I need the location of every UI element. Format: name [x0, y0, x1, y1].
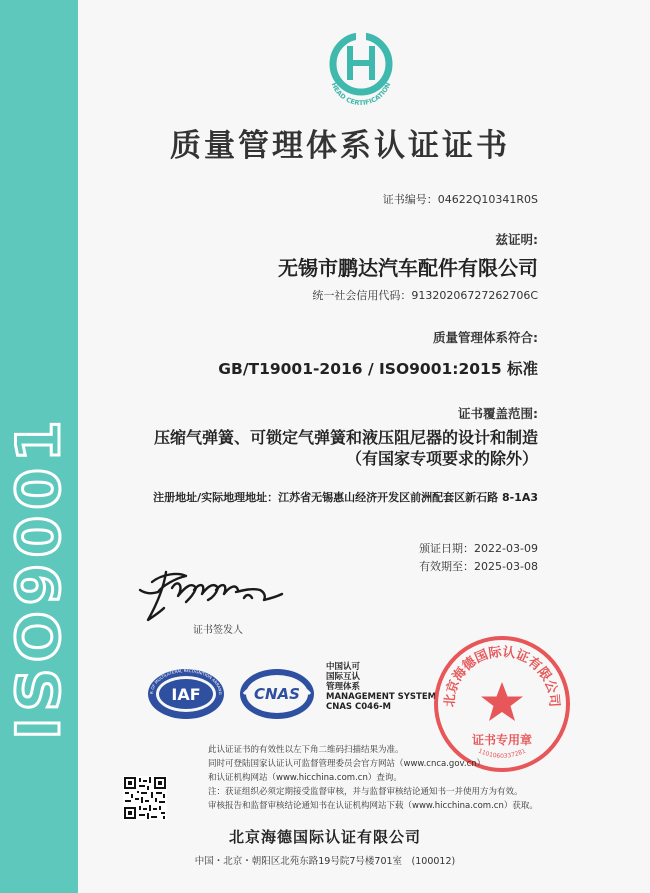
iaf-ring-text: R OF MULTILATERAL RECOGNITION ARRANG [148, 667, 224, 695]
certificate-title: 质量管理体系认证证书 [170, 128, 510, 164]
note-line-4: 注：获证组织必须定期接受监督审核，并与监督审核结论通知书一并使用方为有效。 [208, 787, 523, 797]
cnas-logo-icon [238, 667, 316, 721]
accreditation-line-4: MANAGEMENT SYSTEM [326, 692, 437, 702]
valid-until: 有效期至：2025-03-08 [419, 560, 538, 573]
company-name: 无锡市鹏达汽车配件有限公司 [278, 256, 538, 280]
cnas-text: CNAS [254, 685, 300, 703]
sidebar-iso-text: ISO9001 [4, 414, 74, 740]
signature-image [128, 564, 288, 626]
seal-center-text: 证书专用章 [471, 733, 533, 747]
scope-line-1: 压缩气弹簧、可锁定气弹簧和液压阻尼器的设计和制造 [153, 428, 538, 447]
accreditation-line-1: 中国认可 [326, 662, 361, 672]
hc-logo-icon [318, 26, 404, 116]
signer-label: 证书签发人 [193, 625, 243, 636]
seal-serial: 1101060337281 [477, 747, 527, 760]
certificate-number: 证书编号：04622Q10341R0S [382, 193, 538, 206]
footer-address: 中国・北京・朝阳区北苑东路19号院7号楼701室 (100012) [194, 856, 456, 867]
accreditation-text [326, 662, 436, 712]
logo-arc-text: HEAD CERTIFICATION [329, 81, 393, 107]
note-line-3: 和认证机构网站（www.hicchina.com.cn）查询。 [208, 773, 402, 783]
note-line-2: 同时可登陆国家认证认可监督管理委员会官方网站（www.cnca.gov.cn） [208, 759, 486, 769]
accreditation-line-2: 国际互认 [326, 672, 361, 682]
conforms-label: 质量管理体系符合: [433, 330, 538, 345]
issue-date: 颁证日期：2022-03-09 [419, 542, 538, 555]
seal-arc-text: 北京海德国际认证有限公司 [442, 644, 562, 708]
sidebar-band [0, 0, 78, 893]
standard-text: GB/T19001-2016 / ISO9001:2015 标准 [218, 360, 538, 378]
hereby-label: 兹证明: [495, 232, 538, 247]
accreditation-line-3: 管理体系 [326, 682, 361, 692]
notes-block [208, 743, 538, 813]
iaf-text: IAF [171, 685, 201, 704]
note-line-5: 审核报告和监督审核结论通知书在认证机构网站下载（www.hicchina.com.cn）获取。 [208, 801, 538, 811]
note-line-1: 此认证证书的有效性以左下角二维码扫描结果为准。 [208, 745, 404, 755]
footer-company: 北京海德国际认证有限公司 [228, 828, 421, 846]
scope-label: 证书覆盖范围: [458, 406, 538, 421]
registered-address: 注册地址/实际地理地址：江苏省无锡惠山经济开发区前洲配套区新石路 8-1A3 [153, 491, 538, 504]
accreditation-line-5: CNAS C046-M [326, 702, 391, 712]
iaf-logo-icon [146, 667, 226, 721]
qr-code-icon[interactable] [123, 776, 167, 820]
credit-code: 统一社会信用代码：91320206727262706C [312, 289, 538, 302]
scope-line-2: （有国家专项要求的除外） [345, 449, 538, 468]
